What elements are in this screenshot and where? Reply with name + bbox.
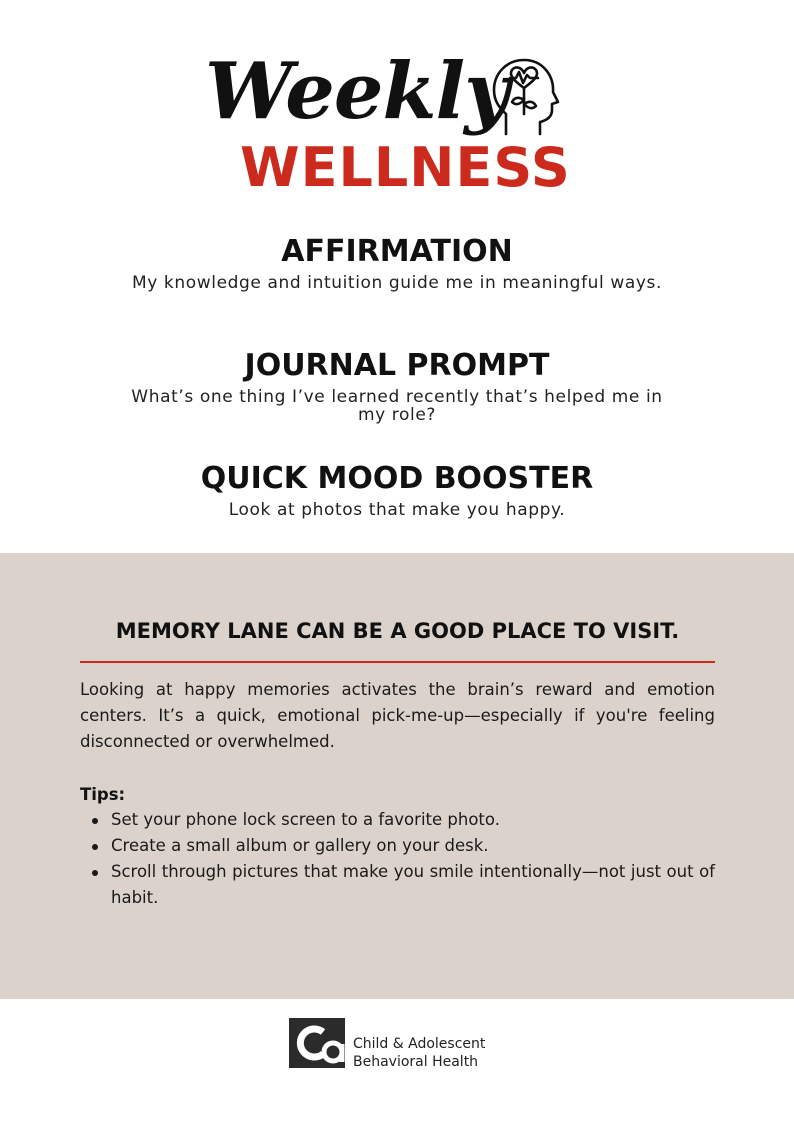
title-wellness: WELLNESS <box>240 136 571 199</box>
journal-prompt-heading: JOURNAL PROMPT <box>244 348 550 383</box>
divider <box>80 661 715 663</box>
org-name <box>353 1035 485 1071</box>
ca-logo-icon <box>289 1018 349 1068</box>
mood-booster-text: Look at photos that make you happy. <box>228 500 566 520</box>
list-item: Create a small album or gallery on your desk. <box>80 833 715 859</box>
list-item: Set your phone lock screen to a favorite photo. <box>80 807 715 833</box>
affirmation-text: My knowledge and intuition guide me in meaningful ways. <box>132 273 662 293</box>
tips-label: Tips: <box>80 785 126 804</box>
list-item: Scroll through pictures that make you smile intentionally—not just out of habit. <box>80 859 715 911</box>
mood-booster-section <box>0 461 794 519</box>
panel-title: MEMORY LANE CAN BE A GOOD PLACE TO VISIT. <box>115 619 680 643</box>
panel-body: Looking at happy memories activates the brain’s reward and emotion centers. It’s a quick, emotional pick-me-up—especially if you're feeling disconnected or overwhelmed. <box>80 680 715 751</box>
title-weekly: Weekly <box>205 46 509 137</box>
header <box>0 0 794 220</box>
affirmation-heading: AFFIRMATION <box>281 234 513 269</box>
affirmation-section <box>0 234 794 292</box>
journal-prompt-section <box>0 348 794 424</box>
mood-booster-heading: QUICK MOOD BOOSTER <box>200 461 594 496</box>
journal-prompt-text: What’s one thing I’ve learned recently that’s helped me in my role? <box>131 387 663 425</box>
head-heart-flower-icon <box>488 54 568 138</box>
org-name-line1: Child & Adolescent <box>353 1036 486 1052</box>
tips-list <box>80 807 715 911</box>
org-name-line2: Behavioral Health <box>353 1054 479 1070</box>
